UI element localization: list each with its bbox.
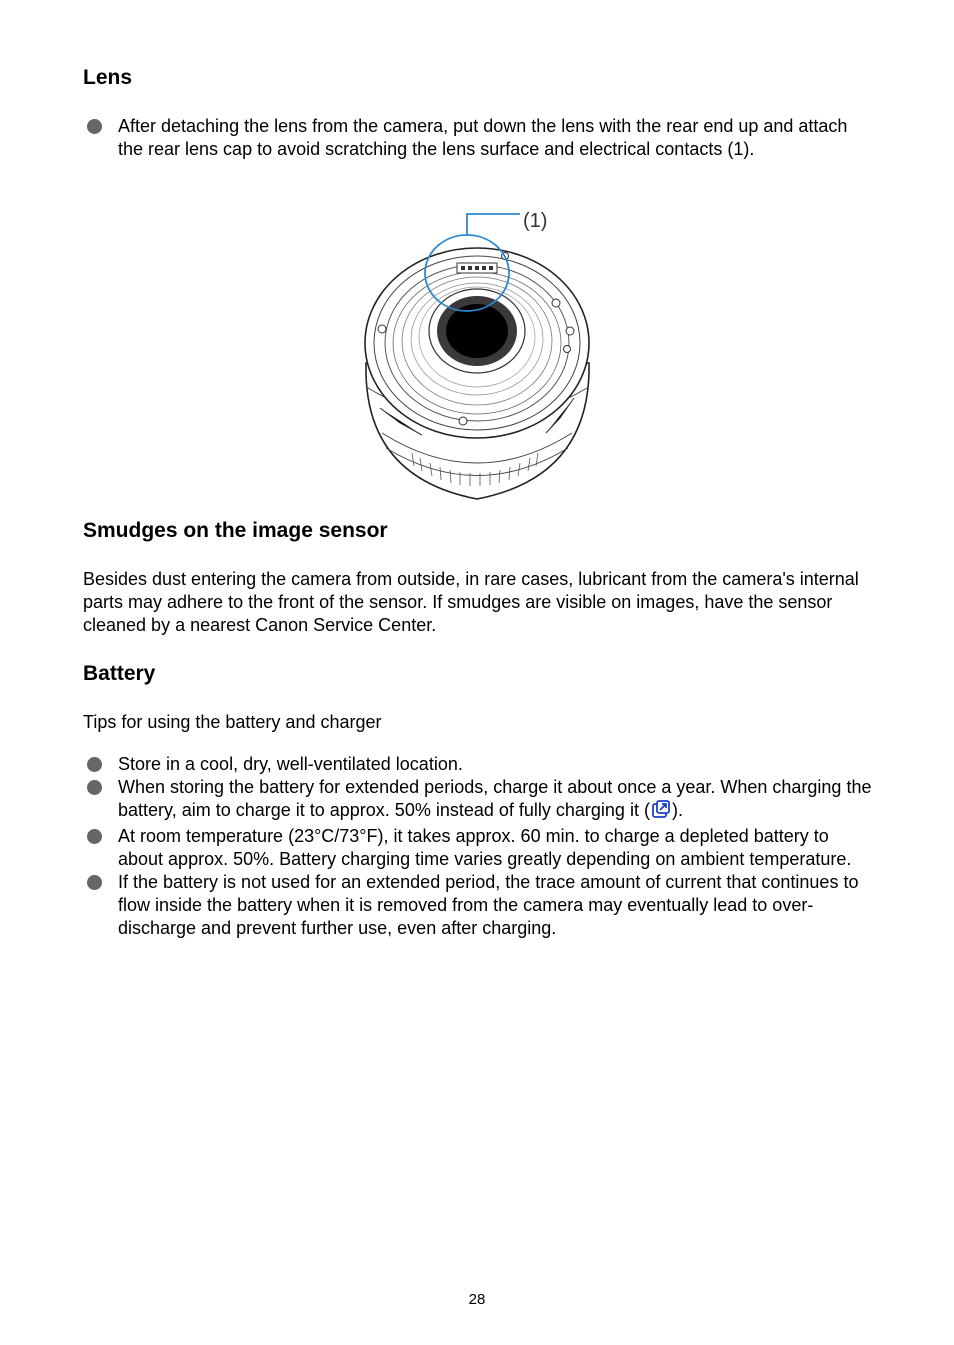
section-heading-lens: Lens: [83, 66, 133, 89]
bullet-icon: [87, 780, 102, 795]
battery-bullet-text: When storing the battery for extended periods, charge it about once a year. When charging the battery, aim to charge it to approx. 50% instead of fully charging it (: [118, 777, 872, 820]
lens-rear-illustration: [360, 203, 595, 503]
list-item: [83, 871, 873, 940]
battery-bullet-end: ).: [671, 800, 683, 820]
section-heading-smudges: Smudges on the image sensor: [83, 519, 388, 542]
battery-bullet-list: [83, 753, 873, 940]
bullet-icon: [87, 875, 102, 890]
bullet-icon: [87, 757, 102, 772]
page-number: 28: [468, 1291, 486, 1308]
cross-reference-link-icon[interactable]: [651, 799, 671, 825]
list-item: [83, 753, 873, 776]
list-item: [83, 115, 873, 161]
bullet-icon: [87, 119, 102, 134]
list-item: [83, 776, 873, 825]
lens-bullet-list: [83, 115, 873, 161]
battery-bullet-text: Store in a cool, dry, well-ventilated location.: [118, 754, 463, 774]
lens-bullet-text: After detaching the lens from the camera, put down the lens with the rear end up and attach the rear lens cap to avoid scratching the lens surface and electrical contacts (1).: [118, 116, 848, 159]
smudges-paragraph: Besides dust entering the camera from outside, in rare cases, lubricant from the camera's internal parts may adhere to the front of the sensor. If smudges are visible on images, have the sensor cleaned by a nearest Canon Service Center.: [83, 569, 859, 635]
list-item: [83, 825, 873, 871]
callout-label: (1): [523, 210, 548, 232]
lens-rear-drawing: [360, 203, 595, 503]
section-heading-battery: Battery: [83, 662, 156, 685]
battery-bullet-text: At room temperature (23°C/73°F), it takes approx. 60 min. to charge a depleted battery to about approx. 50%. Battery charging time varies greatly depending on ambient temperature.: [118, 826, 852, 869]
battery-intro: Tips for using the battery and charger: [83, 712, 382, 732]
bullet-icon: [87, 829, 102, 844]
battery-bullet-text: If the battery is not used for an extended period, the trace amount of current that continues to flow inside the battery when it is removed from the camera may eventually lead to over-discharge and prevent further use, even after charging.: [118, 872, 859, 938]
